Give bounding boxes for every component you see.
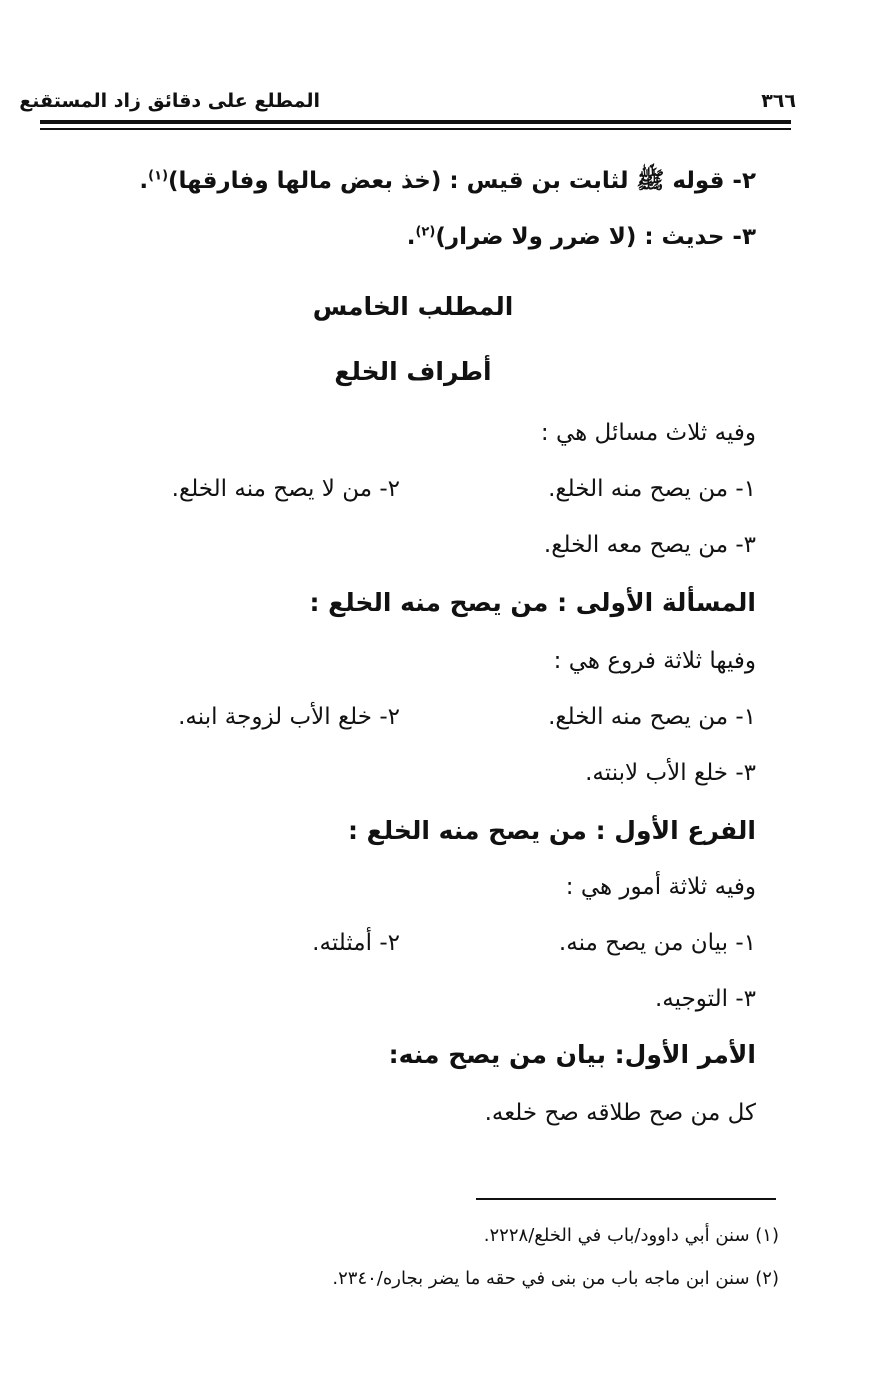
footnote-separator	[476, 1198, 776, 1200]
branch-item-1: ١- من يصح منه الخلع.	[548, 704, 756, 730]
footnote-ref-2[interactable]: (٢)	[415, 224, 436, 240]
evidence-line-2: ٢- قوله ﷺ لثابت بن قيس : (خذ بعض مالها وفارقها)$^{(١)}$.	[139, 168, 756, 194]
issues-intro: وفيه ثلاث مسائل هي :	[540, 420, 756, 446]
evidence-line-2-text: ٢- قوله ﷺ لثابت بن قيس : (خذ بعض مالها وفارقها)	[168, 168, 756, 194]
footnote-1: (١) سنن أبي داوود/باب في الخلع/٢٢٢٨.	[483, 1225, 779, 1246]
issue-item-1: ١- من يصح منه الخلع.	[548, 476, 756, 502]
branch-item-2: ٢- خلع الأب لزوجة ابنه.	[178, 704, 400, 730]
first-issue-heading: المسألة الأولى : من يصح منه الخلع :	[309, 588, 756, 617]
matter-item-3: ٣- التوجيه.	[655, 986, 756, 1012]
header-rule-thick	[40, 120, 791, 124]
matter-item-2: ٢- أمثلته.	[312, 930, 400, 956]
branch-item-3: ٣- خلع الأب لابنته.	[585, 760, 756, 786]
footnote-2: (٢) سنن ابن ماجه باب من بنى في حقه ما يضر بجاره/٢٣٤٠.	[332, 1268, 779, 1289]
evidence-line-3: ٣- حديث : (لا ضرر ولا ضرار)$^{(٢)}$.	[406, 224, 756, 250]
rule-text: كل من صح طلاقه صح خلعه.	[484, 1100, 756, 1126]
running-title: المطلع على دقائق زاد المستقنع	[19, 90, 320, 112]
issue-item-2: ٢- من لا يصح منه الخلع.	[171, 476, 400, 502]
section-subtitle: أطراف الخلع	[334, 357, 492, 386]
evidence-line-3-text: ٣- حديث : (لا ضرر ولا ضرار)	[435, 224, 756, 250]
matters-intro: وفيه ثلاثة أمور هي :	[565, 874, 756, 900]
first-branch-heading: الفرع الأول : من يصح منه الخلع :	[347, 816, 756, 845]
issue-item-3: ٣- من يصح معه الخلع.	[543, 532, 756, 558]
matter-item-1: ١- بيان من يصح منه.	[558, 930, 756, 956]
footnote-ref-1[interactable]: (١)	[148, 168, 169, 184]
first-matter-heading: الأمر الأول: بيان من يصح منه:	[388, 1040, 756, 1069]
header-rule-thin	[40, 128, 791, 130]
page-number: ٣٦٦	[761, 90, 796, 112]
section-title: المطلب الخامس	[312, 292, 514, 321]
branches-intro: وفيها ثلاثة فروع هي :	[553, 648, 756, 674]
